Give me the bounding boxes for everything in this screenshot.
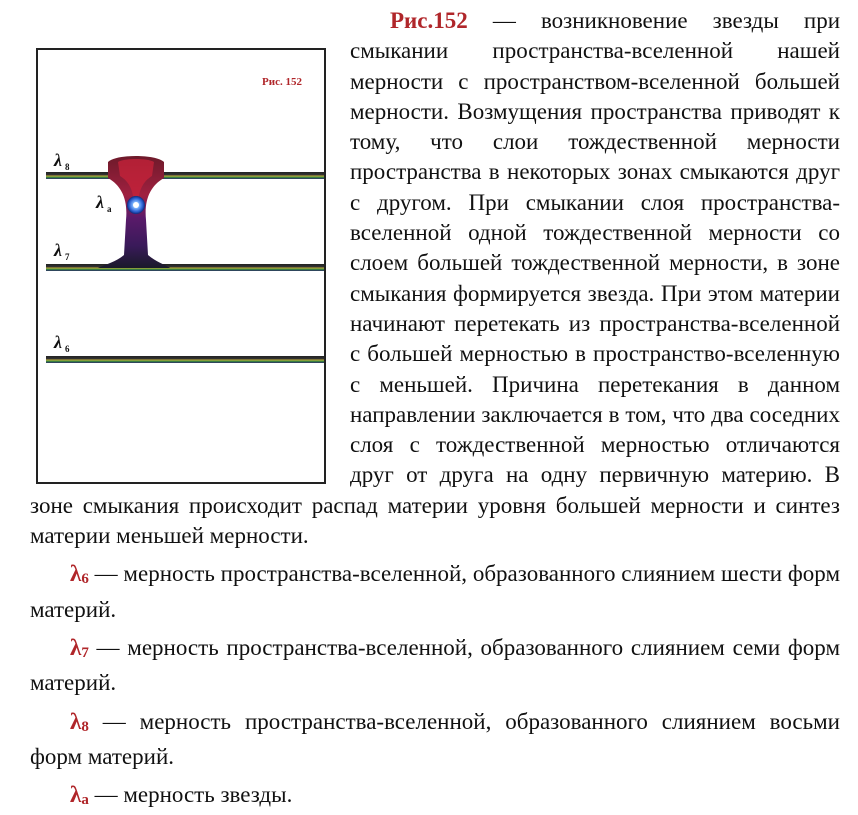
legend-symbol: $\lambda_8$ — [70, 708, 89, 735]
svg-text:8: 8 — [65, 162, 70, 172]
legend-text: — мерность звезды. — [88, 782, 293, 808]
legend-symbol: $\lambda_a$ — [70, 782, 89, 809]
figure-inset-label: Рис. 152 — [262, 76, 302, 88]
svg-text:7: 7 — [65, 252, 70, 262]
legend-text: — мерность пространства-вселенной, образованного слиянием семи форм материй. — [30, 634, 840, 696]
description-text: — возникновение звезды при смыкании пространства-вселенной нашей мерности с пространством-вселенной большей мерности. Возмущения пространства приводят к тому, что слои тождественной мерности пространства в некоторых зонах смыкаются друг с другом. При смыкании слоя пространства-вселенной одной тождественной мерности со слоем большей тождественной мерности, в зоне смыкания формируется звезда. При этом материи начинают перетекать из пространства-вселенной с большей мерностью в пространство-вселенную с меньшей. Причина перетекания в данном направлении заключается в том, что два соседних слоя с тождественной мерностью отличаются друг от друга на одну первичную материю. В зоне смыкания происходит распад материи уровня большей мерности и синтез материи меньшей мерности. — [30, 8, 840, 549]
legend-symbol: $\lambda_7$ — [70, 634, 89, 661]
legend-item-a — [30, 780, 840, 815]
legend-symbol: $\lambda_6$ — [70, 561, 89, 588]
legend-text: — мерность пространства-вселенной, образованного слиянием восьми форм материй. — [30, 708, 840, 769]
figure-reference: Рис.152 — [390, 8, 468, 33]
star-formation-diagram — [38, 50, 324, 482]
legend-item-7 — [30, 633, 840, 699]
layer-8 — [46, 172, 324, 179]
legend-text: — мерность пространства-вселенной, образованного слиянием шести форм материй. — [30, 561, 840, 622]
svg-text:6: 6 — [65, 344, 70, 354]
lambda-6-symbol: λ — [54, 332, 62, 352]
lambda-7-symbol: λ — [54, 240, 62, 260]
lambda-8-symbol: λ — [54, 150, 62, 170]
legend-item-6 — [30, 559, 840, 625]
lambda-a-symbol: λ — [96, 192, 104, 212]
svg-text:a: a — [107, 204, 112, 214]
figure-152 — [36, 48, 326, 484]
page-content — [30, 6, 840, 809]
legend-item-8 — [30, 707, 840, 773]
layer-7 — [46, 264, 324, 271]
layer-6 — [46, 356, 324, 363]
